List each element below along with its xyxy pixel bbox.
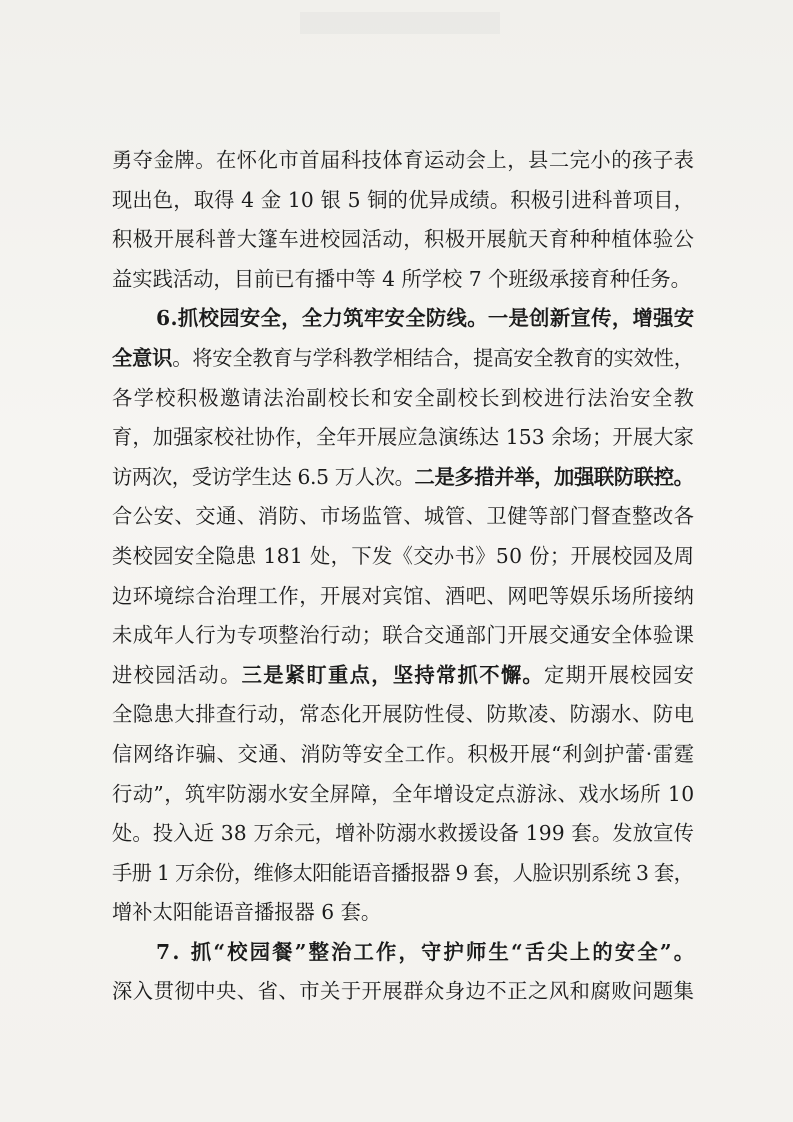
text-run: 手册 1 万余份，维修太阳能语音播报器 9 套，人脸识别系统 3 套， [112, 860, 694, 885]
text-line [112, 141, 694, 181]
text-run: 定期开展校园安 [544, 662, 696, 687]
text-line [112, 656, 694, 696]
text-run: 益实践活动，目前已有播中等 4 所学校 7 个班级承接育种任务。 [112, 266, 691, 291]
text-run: 勇夺金牌。在怀化市首届科技体育运动会上，县二完小的孩子表 [112, 148, 695, 172]
text-line [112, 379, 694, 419]
text-line [112, 775, 694, 815]
text-run: 处。投入近 38 万余元，增补防溺水救援设备 199 套。发放宣传 [112, 821, 695, 846]
text-line [112, 735, 694, 775]
text-line [112, 418, 694, 458]
text-line [112, 577, 694, 617]
bold-text-run: 6.抓校园安全，全力筑牢安全防线。一是创新宣传，增强安 [156, 306, 695, 331]
bold-text-run: 7. 抓“校园餐”整治工作，守护师生“舌尖上的安全”。 [156, 939, 697, 964]
text-run: 访两次，受访学生达 6.5 万人次。 [112, 464, 415, 489]
text-run: 积极开展科普大篷车进校园活动，积极开展航天育种种植体验公 [112, 227, 695, 252]
text-line [112, 260, 694, 300]
text-run: 信网络诈骗、交通、消防等安全工作。积极开展“利剑护蕾·雷霆 [112, 741, 695, 766]
text-run: 未成年人行为专项整治行动；联合交通部门开展交通安全体验课 [112, 623, 695, 648]
text-run: 进校园活动。 [112, 662, 242, 687]
bold-text-run: 三是紧盯重点，坚持常抓不懈。 [241, 662, 545, 687]
text-run: 各学校积极邀请法治副校长和安全副校长到校进行法治安全教 [112, 385, 696, 410]
body-text [112, 141, 697, 1012]
text-run: 。将安全教育与学科教学相结合，提高安全教育的实效性， [172, 345, 694, 370]
text-run: 育，加强家校社协作，全年开展应急演练达 153 余场；开展大家 [112, 425, 695, 450]
text-run: 增补太阳能语音播报器 6 套。 [112, 900, 382, 925]
text-line [112, 972, 694, 1012]
text-line [112, 339, 694, 379]
text-run: 合公安、交通、消防、市场监管、城管、卫健等部门督查整改各 [112, 504, 695, 529]
text-line [112, 299, 694, 339]
text-line [112, 616, 694, 656]
text-run: 边环境综合治理工作，开展对宾馆、酒吧、网吧等娱乐场所接纳 [112, 583, 695, 608]
text-line [112, 933, 697, 973]
text-line [112, 220, 694, 260]
text-line [112, 893, 694, 933]
text-run: 类校园安全隐患 181 处，下发《交办书》50 份；开展校园及周 [112, 543, 695, 568]
text-line [112, 854, 694, 894]
text-run: 深入贯彻中央、省、市关于开展群众身边不正之风和腐败问题集 [112, 979, 695, 1004]
text-line [112, 181, 694, 221]
bold-text-run: 全意识 [112, 345, 173, 370]
text-run: 全隐患大排查行动，常态化开展防性侵、防欺凌、防溺水、防电 [112, 702, 695, 727]
text-line [112, 695, 694, 735]
text-line [112, 537, 694, 577]
bold-text-run: 二是多措并举，加强联防联控。 [414, 464, 694, 489]
text-line [112, 497, 694, 537]
text-line [112, 814, 694, 854]
text-run: 现出色，取得 4 金 10 银 5 铜的优异成绩。积极引进科普项目， [112, 187, 695, 212]
text-line [112, 458, 694, 498]
text-run: 行动”，筑牢防溺水安全屏障，全年增设定点游泳、戏水场所 10 [112, 781, 695, 806]
faint-header-bleed [300, 12, 500, 34]
